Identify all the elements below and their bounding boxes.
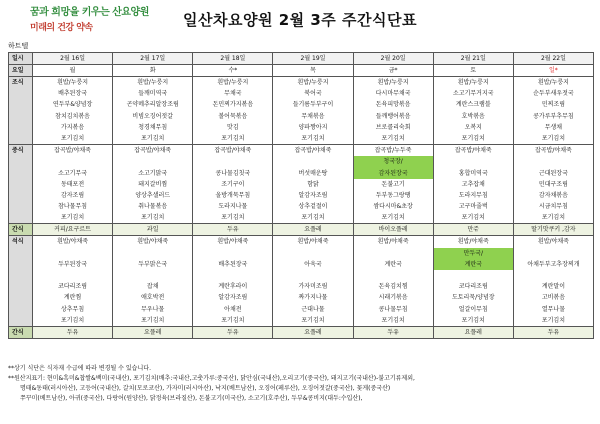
menu-item: 근대나물 xyxy=(301,305,325,313)
lunch-cell xyxy=(433,145,513,224)
menu-item: 근대된장국 xyxy=(538,169,568,177)
snack-label: 간식 xyxy=(9,224,33,236)
snack-cell: 바이오플레 xyxy=(353,224,433,236)
date-header: 2월 18일 xyxy=(193,53,273,65)
menu-item: 계란후라이 xyxy=(218,283,248,291)
menu-item: 포기김치 xyxy=(301,316,325,324)
date-header: 2월 21일 xyxy=(433,53,513,65)
logo-tagline: 미래의 건강 약속 xyxy=(30,23,93,33)
snack-cell: 두유 xyxy=(33,326,113,338)
menu-item xyxy=(434,270,513,281)
menu-item: 가지볶음 xyxy=(60,123,85,131)
menu-item: 계란스크램블 xyxy=(455,101,491,109)
menu-item: 양파짱아지 xyxy=(298,123,328,131)
menu-item: 두부동그랑땡 xyxy=(375,191,411,199)
menu-item: 곤약메추리알장조림 xyxy=(126,101,179,109)
breakfast-cell xyxy=(353,77,433,145)
menu-item: 포기김치 xyxy=(60,134,85,142)
menu-item: 콩나물무침 xyxy=(378,305,408,313)
menu-item xyxy=(33,248,112,259)
lunch-cell xyxy=(113,145,193,224)
lunch-cell xyxy=(193,145,273,224)
snack-cell: 과일 xyxy=(113,224,193,236)
menu-item: 포기김치 xyxy=(221,214,245,222)
breakfast-cell xyxy=(273,77,353,145)
menu-item: 가자미조림 xyxy=(298,283,328,291)
note-line: **상기 식단은 식자재 수급에 따라 변경될 수 있습니다. xyxy=(8,365,151,372)
menu-item: 감자조림 xyxy=(60,191,85,199)
lunch-cell xyxy=(273,145,353,224)
snack-cell: 요플레 xyxy=(113,326,193,338)
snack-cell: 두유 xyxy=(193,224,273,236)
logo-slogan: 꿈과 희망을 키우는 산요양원 xyxy=(30,7,149,18)
menu-item: 비빔오징어젓갈 xyxy=(132,112,173,120)
menu-item xyxy=(514,270,593,281)
menu-item: 잡곡밥/누두죽 xyxy=(374,147,412,155)
dinner-cell xyxy=(113,236,193,327)
menu-item: 돼지갈비찜 xyxy=(138,180,168,188)
menu-item: 청국장/ xyxy=(354,156,433,167)
snack-cell: 두유 xyxy=(513,326,593,338)
menu-item: 취나물볶음 xyxy=(138,203,168,211)
menu-item: 두부된장국 xyxy=(58,260,88,268)
weekday-header: 일* xyxy=(513,65,593,77)
menu-item: 고추잡채 xyxy=(461,180,485,188)
breakfast-cell xyxy=(513,77,593,145)
dinner-cell xyxy=(273,236,353,327)
menu-item: 포기김치 xyxy=(461,134,485,142)
menu-item: 배추된장국 xyxy=(58,90,88,98)
menu-item: 콩나물김칫국 xyxy=(215,169,251,177)
dinner-cell xyxy=(353,236,433,327)
lunch-cell xyxy=(33,145,113,224)
menu-item xyxy=(354,248,433,259)
menu-item: 양상추샐러드 xyxy=(135,191,171,199)
menu-item: 흰밥/야채죽 xyxy=(537,238,569,246)
menu-item: 청경채무침 xyxy=(138,123,168,131)
breakfast-cell xyxy=(433,77,513,145)
menu-item: 아채전 xyxy=(224,305,242,313)
menu-item: 잡곡밥/야채죽 xyxy=(214,147,252,155)
menu-item: 포기김치 xyxy=(301,134,325,142)
menu-item: 순두부새우젓국 xyxy=(533,90,574,98)
menu-item xyxy=(33,270,112,281)
menu-item: 흰밥/야채죽 xyxy=(217,238,249,246)
menu-item: 코다리조림 xyxy=(458,283,488,291)
menu-item: 포기김치 xyxy=(541,134,566,142)
menu-item xyxy=(354,270,433,281)
dinner-cell xyxy=(513,236,593,327)
menu-item: 짜가지나물 xyxy=(298,294,328,302)
menu-item: 홍합미역국 xyxy=(458,169,488,177)
menu-item: 돈불고기 xyxy=(381,180,405,188)
lunch-cell xyxy=(513,145,593,224)
menu-item: 잡곡밥/야채죽 xyxy=(294,147,332,155)
date-header: 2월 20일 xyxy=(353,53,433,65)
menu-item: 감자된장국 xyxy=(354,168,433,179)
menu-item: 민찌조림 xyxy=(541,101,566,109)
menu-item: 무우나물 xyxy=(141,305,165,313)
menu-item xyxy=(514,248,593,259)
menu-item: 잡곡밥/야채죽 xyxy=(535,147,572,155)
menu-item: 흰밥/누룽지 xyxy=(137,79,169,86)
menu-item: 포기김치 xyxy=(381,214,405,222)
menu-item: 알감자조림 xyxy=(298,191,328,199)
menu-item: 포기김치 xyxy=(141,316,165,324)
menu-item: 흰밥/누룽지 xyxy=(297,79,329,86)
menu-item: 민대구조림 xyxy=(538,180,568,188)
menu-item: 흰밥/야채죽 xyxy=(57,238,89,246)
menu-item: 볼어묵볶음 xyxy=(218,112,248,120)
note-line: **원산지표기: 현미&흑미&찹쌀&백미(국내산), 포기김치(배추:국내산,고춧가루:중국산), 닭안심(국내산),오리고기(중국산), 돼지고기(국내산)-불고기류제외, xyxy=(8,375,415,382)
menu-item: 상추겉절이 xyxy=(298,203,328,211)
menu-item: 돈육김치찜 xyxy=(378,283,408,291)
menu-item xyxy=(273,156,352,167)
menu-item: 흰밥/누룽지 xyxy=(217,79,249,86)
menu-item xyxy=(273,248,352,259)
menu-item: 도라지무침 xyxy=(458,191,488,199)
menu-item: 만두국/ xyxy=(434,248,513,259)
snack-cell: 두유 xyxy=(353,326,433,338)
menu-item: 배추된장국 xyxy=(218,260,248,268)
menu-item: 시금치무침 xyxy=(538,203,568,211)
note-line: 명태&동태(러시아산), 고등어(국내산), 갈치(모로코산), 가자미(러시아산), 낙지(베트남산), 오징어(페루산), 오징어젓갈(중국산), 꽃게(중국산) xyxy=(20,385,391,392)
menu-item: 참나물무침 xyxy=(58,203,88,211)
menu-item: 흰밥/야채죽 xyxy=(297,238,329,246)
menu-item: 흰밥/야채죽 xyxy=(457,238,489,246)
menu-item: 포기김치 xyxy=(461,214,485,222)
menu-item: 도라지나물 xyxy=(218,203,248,211)
snack-cell: 두유 xyxy=(193,326,273,338)
menu-item xyxy=(33,156,112,167)
menu-item: 고구마줄벅 xyxy=(458,203,488,211)
snack-cell: 요플레 xyxy=(273,224,353,236)
date-header: 2월 17일 xyxy=(113,53,193,65)
menu-item: 포기김치 xyxy=(541,316,566,324)
menu-item: 고비볶음 xyxy=(541,294,566,302)
menu-item: 얼갈이무침 xyxy=(458,305,488,313)
menu-item: 들깨미역국 xyxy=(138,90,168,98)
weekly-menu-table xyxy=(8,52,594,339)
menu-item: 돈육피망볶음 xyxy=(375,101,411,109)
menu-item: 소고기맑국 xyxy=(138,169,168,177)
menu-item: 감자채볶음 xyxy=(538,191,568,199)
menu-item: 함닭 xyxy=(307,180,319,188)
menu-item: 계란말이 xyxy=(541,283,566,291)
menu-item: 흰밥/누룽지 xyxy=(377,79,409,86)
menu-item xyxy=(434,156,513,167)
weekday-header: 금* xyxy=(353,65,433,77)
date-header: 2월 19일 xyxy=(273,53,353,65)
date-header: 2월 16일 xyxy=(33,53,113,65)
menu-item xyxy=(273,270,352,281)
snack-label: 간식 xyxy=(9,326,33,338)
menu-item: 무채국 xyxy=(224,90,242,98)
dinner-label: 석식 xyxy=(9,236,33,327)
menu-item: 흰밥/야채죽 xyxy=(377,238,409,246)
menu-item: 포기김치 xyxy=(221,134,245,142)
menu-item: 오복지 xyxy=(464,123,482,131)
menu-item: 애호박전 xyxy=(141,294,165,302)
menu-item: 무생채 xyxy=(544,123,563,131)
menu-item: 포기김치 xyxy=(141,134,165,142)
menu-item: 두부맑은국 xyxy=(138,260,168,268)
breakfast-cell xyxy=(113,77,193,145)
breakfast-cell xyxy=(193,77,273,145)
menu-item: 브로콜리숙회 xyxy=(375,123,411,131)
menu-item: 돈민찌가지볶음 xyxy=(212,101,254,109)
menu-item: 포기김치 xyxy=(221,316,245,324)
lunch-cell xyxy=(353,145,433,224)
menu-item: 버섯매운탕 xyxy=(298,169,328,177)
date-header: 2월 22일 xyxy=(513,53,593,65)
logo xyxy=(30,3,152,37)
snack-cell: 만쥬 xyxy=(433,224,513,236)
menu-item: 호박볶음 xyxy=(461,112,485,120)
menu-item: 시래기볶음 xyxy=(378,294,408,302)
menu-item: 연두부&양념장 xyxy=(52,101,93,109)
menu-item: 조기구이 xyxy=(221,180,245,188)
menu-item xyxy=(113,270,192,281)
menu-item: 포기김치 xyxy=(381,134,405,142)
snack-cell: 요플레 xyxy=(273,326,353,338)
menu-item: 포기김치 xyxy=(60,214,85,222)
menu-item: 맛김 xyxy=(227,123,239,131)
dinner-cell xyxy=(193,236,273,327)
menu-item xyxy=(514,156,593,167)
breakfast-cell xyxy=(33,77,113,145)
note-line: 쭈꾸미(베트남산), 아귀(중국산), 다랑어(원양산), 닭정육(브라질산), 돈불고기(미국산), 소고기(호주산), 두부&콩비지(대두:수입산), xyxy=(20,395,363,402)
menu-item: 흰밥/누룽지 xyxy=(457,79,489,86)
weekday-row-label: 요일 xyxy=(9,65,33,77)
menu-item xyxy=(193,270,272,281)
menu-item: 포기김치 xyxy=(60,316,85,324)
snack-cell: 딸기맛쿠키 ,감자 xyxy=(513,224,593,236)
snack-cell: 커피/요구르트 xyxy=(33,224,113,236)
menu-item: 콩가루부추무침 xyxy=(533,112,574,120)
header-corner: 일시 xyxy=(9,53,33,65)
menu-item: 포기김치 xyxy=(461,316,485,324)
menu-item: 흰밥/야채죽 xyxy=(137,238,169,246)
weekday-header: 토 xyxy=(433,65,513,77)
menu-item: 알감자조림 xyxy=(218,294,248,302)
menu-item: 포기김치 xyxy=(381,316,405,324)
weekday-header: 월 xyxy=(33,65,113,77)
menu-item xyxy=(193,156,272,167)
dinner-cell xyxy=(33,236,113,327)
weekday-header: 목 xyxy=(273,65,353,77)
dinner-cell xyxy=(433,236,513,327)
menu-item: 들기름두부구이 xyxy=(292,101,334,109)
menu-item: 무채볶음 xyxy=(301,112,325,120)
menu-item: 상추무침 xyxy=(60,305,85,313)
menu-item: 북어국 xyxy=(304,90,322,98)
menu-item xyxy=(113,248,192,259)
menu-item xyxy=(193,248,272,259)
weekday-header: 화 xyxy=(113,65,193,77)
menu-item: 계란찜 xyxy=(63,294,82,302)
menu-item: 코다리조림 xyxy=(58,283,88,291)
menu-item: 계란국 xyxy=(384,260,402,268)
snack-cell: 요플레 xyxy=(433,326,513,338)
menu-item: 참치김치볶음 xyxy=(55,112,90,120)
menu-item: 아채두부고추장찌개 xyxy=(527,260,580,268)
menu-item: 잡곡밥/야채죽 xyxy=(454,147,492,155)
menu-item: 소고기무국 xyxy=(58,169,88,177)
menu-item: 열무나물 xyxy=(541,305,566,313)
menu-item xyxy=(113,156,192,167)
page-title: 일산차요양원 2월 3주 주간식단표 xyxy=(183,11,417,29)
weekday-header: 수* xyxy=(193,65,273,77)
breakfast-label: 조식 xyxy=(9,77,33,145)
menu-item: 흰밥/누룽지 xyxy=(537,79,569,86)
menu-item: 잡곡밥/야채죽 xyxy=(54,147,91,155)
menu-item: 다시마무채국 xyxy=(375,90,411,98)
menu-item: 동태포전 xyxy=(60,180,85,188)
menu-item: 들깨뱅어볶음 xyxy=(375,112,411,120)
menu-item: 잡채 xyxy=(146,283,159,291)
unit-label: 하트텔 xyxy=(8,42,29,50)
menu-item: 잡곡밥/야채죽 xyxy=(134,147,172,155)
menu-item: 아욱국 xyxy=(304,260,322,268)
menu-item: 쌈다시마&초장 xyxy=(373,203,413,211)
menu-item: 포기김치 xyxy=(301,214,325,222)
menu-item: 흰밥/누룽지 xyxy=(57,79,89,86)
menu-item: 도토리묵/양념장 xyxy=(451,294,495,302)
lunch-label: 중식 xyxy=(9,145,33,224)
menu-item: 소고기무거지국 xyxy=(452,90,494,98)
notes-section xyxy=(8,364,596,404)
menu-item: 포기김치 xyxy=(141,214,165,222)
menu-item: 포기김치 xyxy=(541,214,566,222)
menu-item: 올방개묵무침 xyxy=(215,191,251,199)
menu-item: 계란국 xyxy=(434,259,513,270)
